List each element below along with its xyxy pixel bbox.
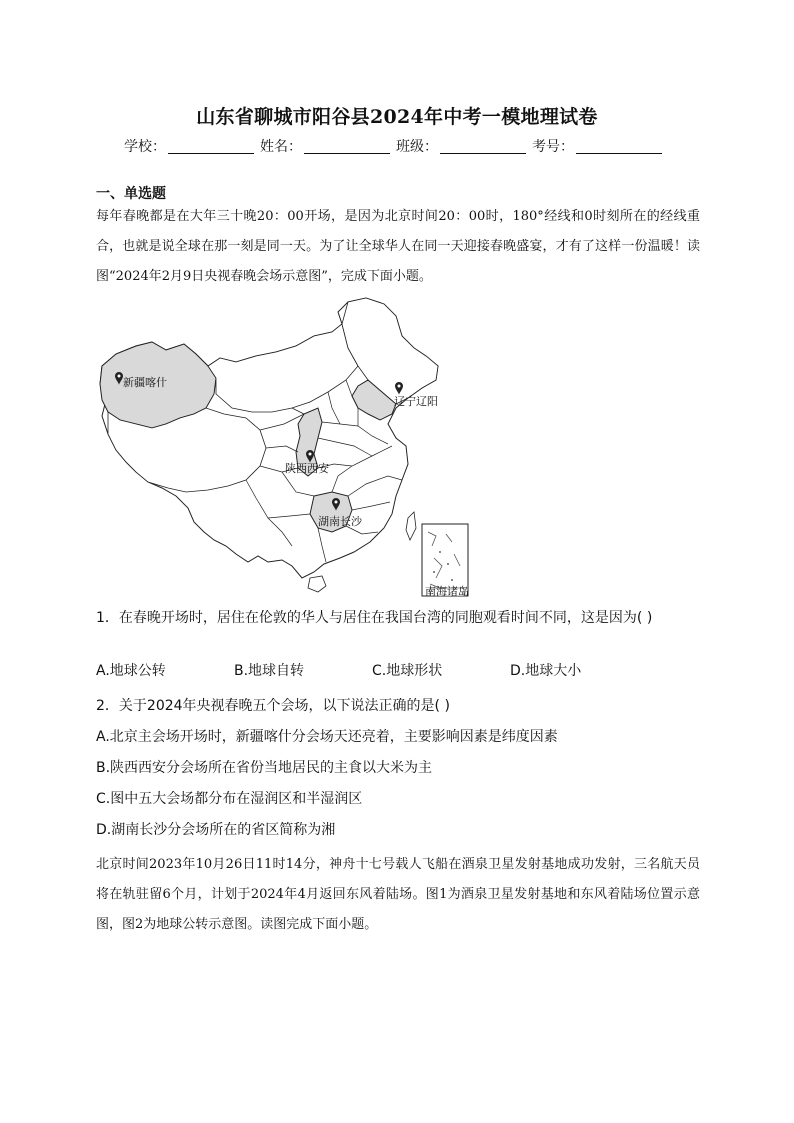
q2-option-c[interactable]: C.图中五大会场都分布在湿润区和半湿润区 <box>96 791 363 807</box>
class-label: 班级： <box>396 139 438 155</box>
q2-option-b[interactable]: B.陕西西安分会场所在省份当地居民的主食以大米为主 <box>96 760 433 776</box>
exam-number-label: 考号： <box>532 139 574 155</box>
q1-option-a[interactable]: A.地球公转 <box>96 663 166 679</box>
label-changsha: 湖南长沙 <box>318 515 362 528</box>
label-xian: 陕西西安 <box>285 462 329 475</box>
question-2-stem: 2．关于2024年央视春晚五个会场，以下说法正确的是( ) <box>96 698 450 714</box>
class-blank[interactable] <box>440 139 526 154</box>
student-info-line <box>124 136 668 156</box>
hainan-island <box>308 576 326 592</box>
question-1-stem: 1．在春晚开场时，居住在伦敦的华人与居住在我国台湾的同胞观看时间不同，这是因为( ) <box>96 610 653 626</box>
q2-option-d[interactable]: D.湖南长沙分会场所在的省区简称为湘 <box>96 822 336 838</box>
label-kashgar: 新疆喀什 <box>123 376 167 389</box>
school-blank[interactable] <box>168 139 254 154</box>
name-label: 姓名： <box>260 139 302 155</box>
class-field <box>396 136 526 156</box>
label-liaoyang: 辽宁辽阳 <box>394 395 438 408</box>
school-label: 学校： <box>124 139 166 155</box>
taiwan-island <box>406 512 416 540</box>
inset-label: 南海诸岛 <box>425 585 469 598</box>
south-china-sea-inset <box>422 524 469 598</box>
exam-number-blank[interactable] <box>576 139 662 154</box>
name-field <box>260 136 390 156</box>
q1-option-c[interactable]: C.地球形状 <box>372 663 443 679</box>
page-title: 山东省聊城市阳谷县2024年中考一模地理试卷 <box>196 106 598 128</box>
intro-paragraph-2: 北京时间2023年10月26日11时14分，神舟十七号载人飞船在酒泉卫星发射基地成功发射，三名航天员将在轨驻留6个月，计划于2024年4月返回东风着陆场。图1为酒泉卫星发射基地和东风着陆场位置示意图，图2为地球公转示意图。读图完成下面小题。 <box>96 857 700 932</box>
name-blank[interactable] <box>304 139 390 154</box>
china-map <box>96 296 470 598</box>
q1-option-d[interactable]: D.地球大小 <box>510 663 582 679</box>
intro-paragraph-1: 每年春晚都是在大年三十晚20：00开场，是因为北京时间20：00时，180°经线和0时刻所在的经线重合，也就是说全球在那一刻是同一天。为了让全球华人在同一天迎接春晚盛宴，才有了这样一份温暖！读图“2024年2月9日央视春晚会场示意图”，完成下面小题。 <box>96 209 700 284</box>
school-field <box>124 136 254 156</box>
section-heading: 一、单选题 <box>96 186 166 202</box>
exam-number-field <box>532 136 662 156</box>
q2-option-a[interactable]: A.北京主会场开场时，新疆喀什分会场天还亮着，主要影响因素是纬度因素 <box>96 729 558 745</box>
question-1-options <box>96 660 702 680</box>
q1-option-b[interactable]: B.地球自转 <box>234 663 305 679</box>
